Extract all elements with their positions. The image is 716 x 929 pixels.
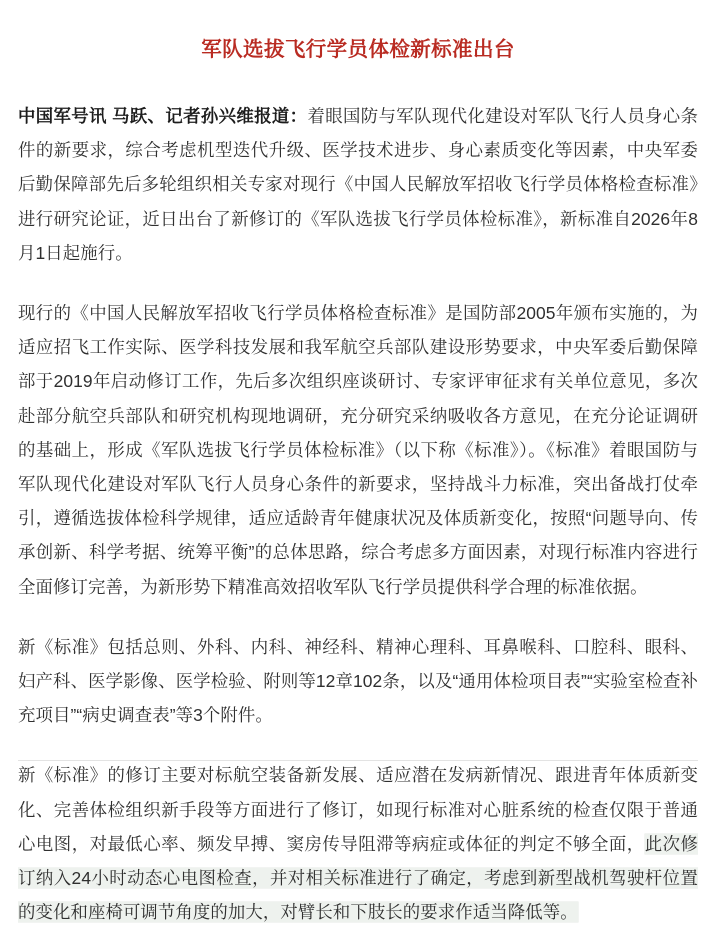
paragraph-1 (18, 99, 698, 270)
lead-source-byline: 中国军号讯 马跃、记者孙兴维报道： (18, 106, 308, 126)
paragraph-2: 现行的《中国人民解放军招收飞行学员体格检查标准》是国防部2005年颁布实施的，为适应招飞工作实际、医学科技发展和我军航空兵部队建设形势要求，中央军委后勤保障部于2019年启动修订工作，先后多次组织座谈研讨、专家评审征求有关单位意见，多次赴部分航空兵部队和研究机构现地调研，充分研究采纳吸收各方意见，在充分论证调研的基础上，形成《军队选拔飞行学员体检标准》（以下称《标准》）。《标准》着眼国防与军队现代化建设对军队飞行人员身心条件的新要求，坚持战斗力标准，突出备战打仗牵引，遵循选拔体检科学规律，适应适龄青年健康状况及体质新变化，按照“问题导向、传承创新、科学考据、统筹平衡”的总体思路，综合考虑多方面因素，对现行标准内容进行全面修订完善，为新形势下精准高效招收军队飞行学员提供科学合理的标准依据。 (18, 303, 698, 597)
paragraph-4-text: 新《标准》的修订主要对标航空装备新发展、适应潜在发病新情况、跟进青年体质新变化、完善体检组织新手段等方面进行了修订，如现行标准对心脏系统的检查仅限于普通心电图，对最低心率、频发早搏、窦房传导阻滞等病症或体征的判定不够全面， (18, 765, 698, 854)
paragraph-4 (18, 758, 698, 929)
page-title: 军队选拔飞行学员体检新标准出台 (201, 38, 515, 61)
paragraph-4-highlighted-text: 此次修订纳入24小时动态心电图检查，并对相关标准进行了确定，考虑到新型战机驾驶杆位置的变化和座椅可调节角度的加大，对臂长和下肢长的要求作适当降低等。 (18, 833, 698, 923)
bottom-divider (18, 760, 698, 761)
paragraph-3: 新《标准》包括总则、外科、内科、神经科、精神心理科、耳鼻喉科、口腔科、眼科、妇产科、医学影像、医学检验、附则等12章102条，以及“通用体检项目表”“实验室检查补充项目”“病史调查表”等3个附件。 (18, 636, 698, 726)
article-body (18, 99, 698, 929)
paragraph-1-text: 着眼国防与军队现代化建设对军队飞行人员身心条件的新要求，综合考虑机型迭代升级、医学技术进步、身心素质变化等因素，中央军委后勤保障部先后多轮组织相关专家对现行《中国人民解放军招收飞行学员体格检查标准》进行研究论证，近日出台了新修订的《军队选拔飞行学员体检标准》，新标准自2026年8月1日起施行。 (18, 106, 699, 263)
